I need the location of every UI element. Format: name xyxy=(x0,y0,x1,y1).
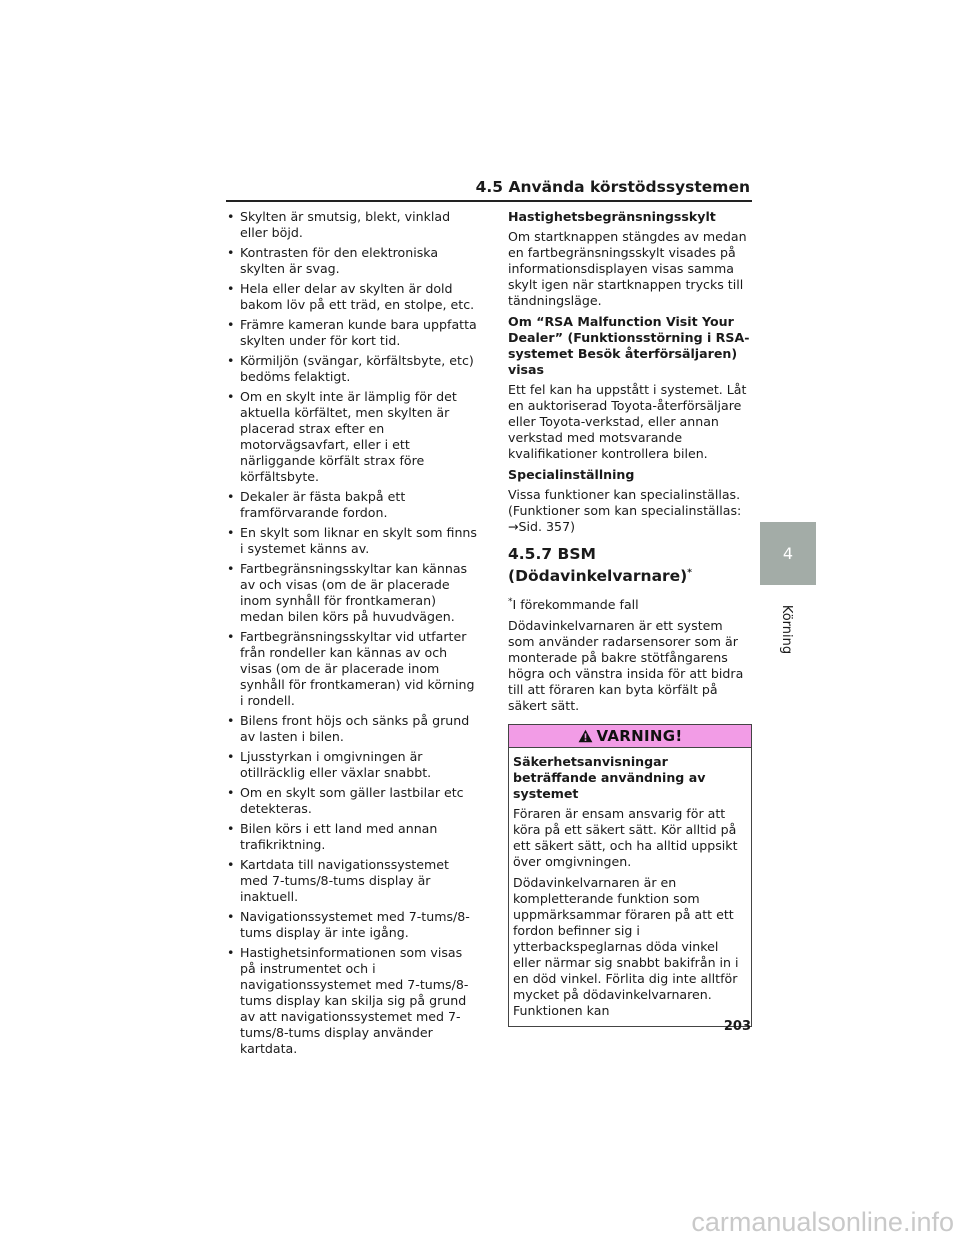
footnote-text: I förekommande fall xyxy=(512,597,639,613)
speed-sign-heading: Hastighetsbegränsningsskylt xyxy=(508,209,716,224)
list-item: • Ljusstyrkan i omgivningen är otillräcklig eller växlar snabbt. xyxy=(226,749,478,781)
list-item: • Fartbegränsningsskyltar kan kännas av och visas (om de är placerade inom synhåll för frontkameran) medan bilen körs på huvudvägen. xyxy=(226,561,478,625)
footnote-mark: * xyxy=(508,597,513,608)
special-heading: Specialinställning xyxy=(508,467,635,482)
list-item: • Främre kameran kunde bara uppfatta skylten under för kort tid. xyxy=(226,317,478,349)
list-item: • Hastighetsinformationen som visas på instrumentet och i navigationssystemet med 7-tums/8-tums display kan skilja sig på grund av att navigationssystemet med 7-tums/8-tums display använder kartdata. xyxy=(226,945,478,1057)
chapter-number: 4 xyxy=(782,544,794,563)
header-rule xyxy=(226,200,752,202)
section-heading-asterisk: * xyxy=(687,568,692,578)
chapter-label-text: Körning xyxy=(779,604,795,654)
warning-label: VARNING! xyxy=(596,727,683,746)
page-number: 203 xyxy=(723,1019,751,1034)
list-item: • Dekaler är fästa bakpå ett framförvarande fordon. xyxy=(226,489,478,521)
list-item: • Fartbegränsningsskyltar vid utfarter från rondeller kan kännas av och visas (om de är placerade inom synhåll för frontkameran) vid körning i rondell. xyxy=(226,629,478,709)
section-heading-text: 4.5.7 BSM (Dödavinkelvarnare) xyxy=(508,545,688,586)
warning-subheading: Säkerhetsanvisningar beträffande användning av systemet xyxy=(513,754,706,802)
chapter-tab xyxy=(760,522,816,585)
list-item: • Bilens front höjs och sänks på grund av lasten i bilen. xyxy=(226,713,478,745)
malfunction-text: Ett fel kan ha uppstått i systemet. Låt en auktoriserad Toyota-återförsäljare eller Toyota-verkstad, eller annan verkstad med motsvarande kvalifikationer kontrollera bilen. xyxy=(508,382,747,461)
warning-header xyxy=(509,725,751,748)
list-item: • Kontrasten för den elektroniska skylten är svag. xyxy=(226,245,478,277)
malfunction-heading: Om “RSA Malfunction Visit Your Dealer” (Funktionsstörning i RSA-systemet Besök återförsäljaren) visas xyxy=(508,314,750,377)
section-heading xyxy=(508,545,752,586)
watermark: carmanualsonline.info xyxy=(691,1207,954,1237)
bsm-description: Dödavinkelvarnaren är ett system som använder radarsensorer som är monterade på bakre stötfångarens högra och vänstra insida för att bidra till att föraren kan byta körfält på säkert sätt. xyxy=(508,618,744,714)
footnote xyxy=(508,594,752,613)
list-item: • Navigationssystemet med 7-tums/8-tums display är inte igång. xyxy=(226,909,478,941)
header-title: 4.5 Använda körstödssystemen xyxy=(475,178,750,196)
list-item: • Kartdata till navigationssystemet med 7-tums/8-tums display är inaktuell. xyxy=(226,857,478,905)
warning-box xyxy=(508,724,752,1027)
warning-paragraph: Föraren är ensam ansvarig för att köra på ett säkert sätt. Kör alltid på ett säkert sätt, och ha alltid uppsikt över omgivningen. xyxy=(513,806,738,870)
list-item: • Skylten är smutsig, blekt, vinklad eller böjd. xyxy=(226,209,478,241)
right-column xyxy=(508,209,752,1027)
list-item: • Körmiljön (svängar, körfältsbyte, etc) bedöms felaktigt. xyxy=(226,353,478,385)
list-item: • Bilen körs i ett land med annan trafikriktning. xyxy=(226,821,478,853)
chapter-label xyxy=(772,594,802,664)
list-item: • En skylt som liknar en skylt som finns i systemet känns av. xyxy=(226,525,478,557)
condition-list xyxy=(226,209,478,1057)
speed-sign-text: Om startknappen stängdes av medan en fartbegränsningsskylt visades på informationsdisplayen visas samma skylt igen när startknappen trycks till tändningsläge. xyxy=(508,229,747,308)
warning-paragraph: Dödavinkelvarnaren är en kompletterande funktion som uppmärksammar föraren på att ett fordon befinner sig i ytterbackspeglarnas döda vinkel eller närmar sig snabbt bakifrån in i en död vinkel. Förlita dig inte alltför mycket på dödavinkelvarnaren. Funktionen kan xyxy=(513,875,739,1019)
list-item: • Om en skylt som gäller lastbilar etc detekteras. xyxy=(226,785,478,817)
left-column xyxy=(226,209,478,1061)
warning-triangle-icon xyxy=(578,729,593,743)
warning-body xyxy=(509,748,751,1026)
list-item: • Hela eller delar av skylten är dold bakom löv på ett träd, en stolpe, etc. xyxy=(226,281,478,313)
list-item: • Om en skylt inte är lämplig för det aktuella körfältet, men skylten är placerad strax efter en motorvägsavfart, eller i ett närliggande körfält strax före körfältsbyte. xyxy=(226,389,478,485)
special-text: Vissa funktioner kan specialinställas. (Funktioner som kan specialinställas: →Sid. 357) xyxy=(508,487,742,534)
